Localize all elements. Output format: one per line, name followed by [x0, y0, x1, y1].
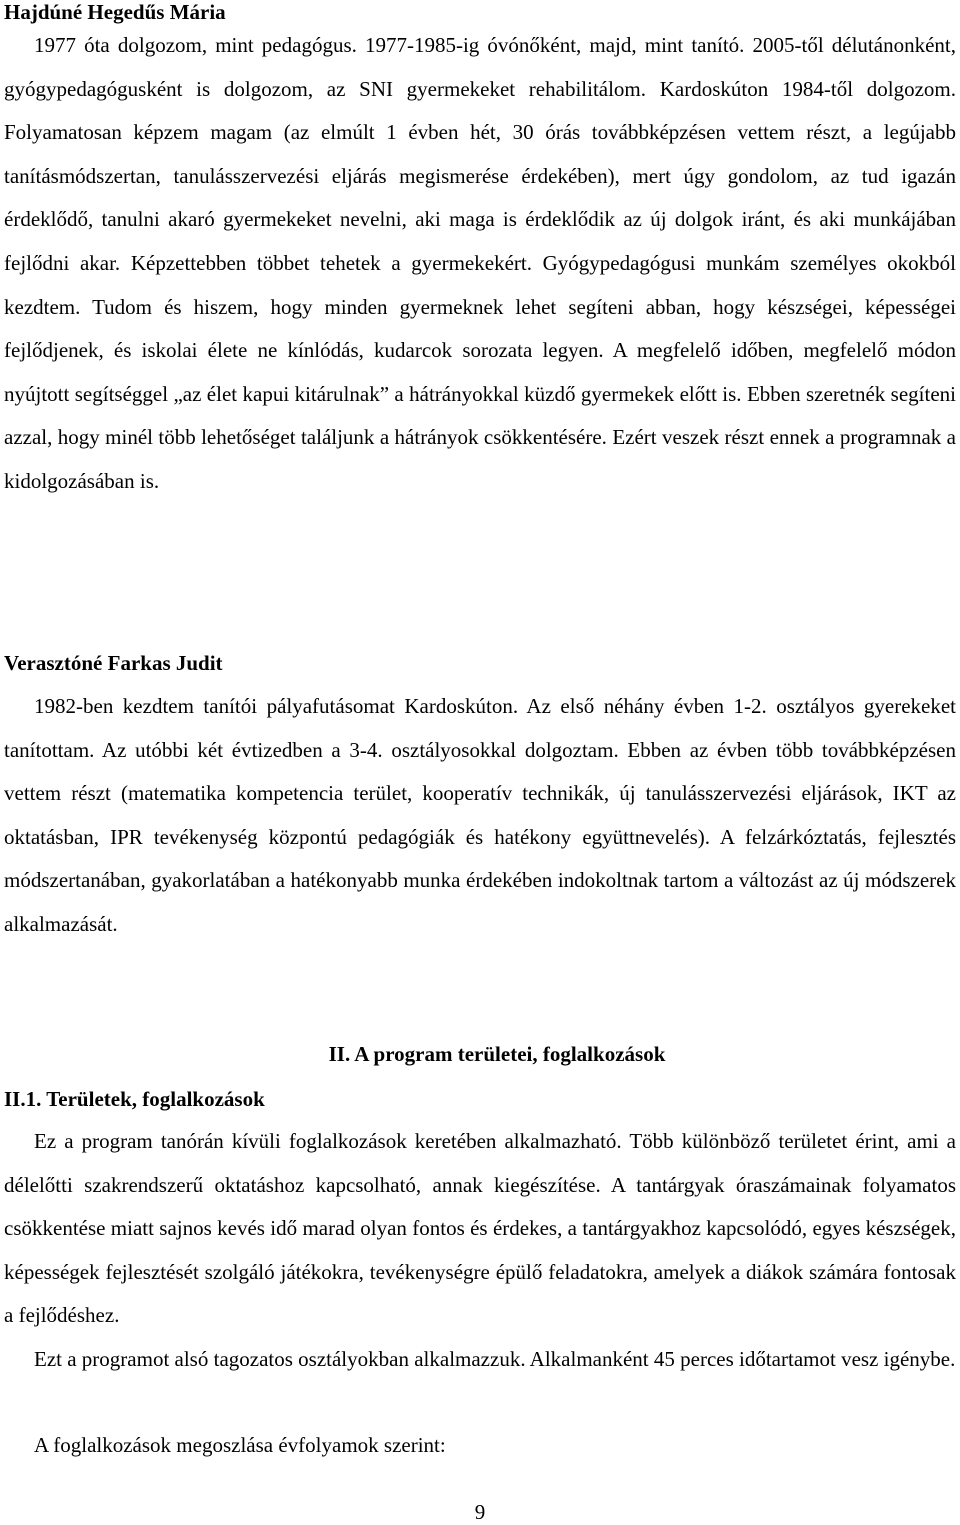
body-paragraph	[4, 1338, 956, 1428]
bio-text: 1982-ben kezdtem tanítói pályafutásomat Kardoskúton. Az első néhány évben 1-2. osztályos gyerekeket tanítottam. Az utóbbi két évtizedben a 3-4. osztályosokkal dolgoztam. Ebben az évben több továbbképzésen vettem részt (matematika kompetencia terület, kooperatív technikák, új tanulásszervezési eljárások, IKT az oktatásban, IPR tevékenység központú pedagógiák és hatékony együttnevelés). A felzárkóztatás, fejlesztés módszertanában, gyakorlatában a hatékonyabb munka érdekében indokoltnak tartom a változást az új módszerek alkalmazását.	[4, 694, 956, 936]
body-paragraph	[4, 1120, 956, 1340]
page-number: 9	[474, 1500, 486, 1524]
paragraph-text: A foglalkozások megoszlása évfolyamok szerint:	[34, 1433, 446, 1457]
person-name-heading: Hajdúné Hegedűs Mária	[4, 0, 226, 24]
chapter-title: II. A program területei, foglalkozások	[328, 1042, 666, 1066]
paragraph-text: Ez a program tanórán kívüli foglalkozások keretében alkalmazható. Több különböző területet érint, ami a délelőtti szakrendszerű oktatáshoz kapcsolható, annak kiegészítése. A tantárgyak óraszámainak folyamatos csökkentése miatt sajnos kevés idő marad olyan fontos és érdekes, a tantárgyakhoz kapcsolódó, egyes készségek, képességek fejlesztését szolgáló játékokra, tevékenységre épülő feladatokra, amelyek a diákok számára fontosak a fejlődéshez.	[4, 1129, 956, 1328]
paragraph-text: Ezt a programot alsó tagozatos osztályokban alkalmazzuk. Alkalmanként 45 perces időtartamot vesz igénybe.	[34, 1347, 956, 1371]
person-name-heading: Verasztóné Farkas Judit	[4, 651, 223, 675]
person-bio-paragraph	[4, 685, 956, 995]
bio-text: 1977 óta dolgozom, mint pedagógus. 1977-1985-ig óvónőként, majd, mint tanító. 2005-től délutánonként, gyógypedagógusként is dolgozom, az SNI gyermekeket rehabilitálom. Kardoskúton 1984-től dolgozom. Folyamatosan képzem magam (az elmúlt 1 évben hét, 30 órás továbbképzésen vettem részt, a legújabb tanításmódszertan, tanulásszervezési eljárás megismerése érdekében), mert úgy gondolom, az tud igazán érdeklődő, tanulni akaró gyermekeket nevelni, aki maga is érdeklődik az új dolgok iránt, és aki munkájában fejlődni akar. Képzettebben többet tehetek a gyermekekért. Gyógypedagógusi munkám személyes okokból kezdtem. Tudom és hiszem, hogy minden gyermeknek lehet segíteni abban, hogy készségei, képességei fejlődjenek, és iskolai élete ne kínlódás, kudarcok sorozata legyen. A megfelelő időben, megfelelő módon nyújtott segítséggel „az élet kapui kitárulnak” a hátrányokkal küzdő gyermekek előtt is. Ebben szeretnék segíteni azzal, hogy minél több lehetőséget találjunk a hátrányok csökkentésére. Ezért veszek részt ennek a programnak a kidolgozásában is.	[4, 33, 956, 493]
subsection-title: II.1. Területek, foglalkozások	[4, 1087, 265, 1111]
person-bio-paragraph	[4, 24, 956, 594]
body-paragraph	[4, 1424, 956, 1468]
